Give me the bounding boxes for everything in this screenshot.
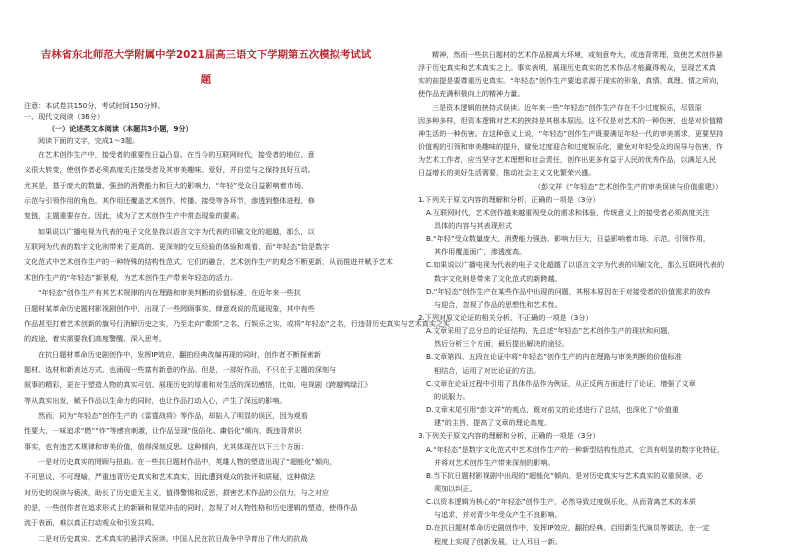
passage-line: 然后分析三个方面，最后提出解决的途径。 [434,339,569,349]
passage-line: 作品甚至打着艺术创新的旗号行消解历史之实，乃至走向“歌颂”之名、行娱乐之实，或将“年轻态”之名，行违背历史真实与艺术真实之实 [24,318,451,328]
reading-instruction: 阅读下面的文字，完成1～3题。 [38,136,140,145]
passage-line: 须加以纠正。 [434,483,477,493]
passage-line: 浮于历史真实和艺术真实之上。事实表明，展现历史真实的艺术作品才能赢得观众，呈现艺术真 [418,63,716,73]
passage-line: 性要大，一味追求“燃”“炸”等感官刺激，让作品呈现“低俗化、庸俗化”倾向，既违背常识 [24,426,302,436]
passage-line: 叙事的精彩，更在于塑造人物的真实可信、展现历史的厚重和对生活的深切感悟，比如，电视剧《跨越鸭绿江》 [24,380,372,390]
right-column [414,0,786,560]
passage-line: 日益增长的美好生活需要，推动社会主义文化繁荣兴盛。 [418,168,596,178]
passage-line: B.文章第四、五段在论证中将“年轻态”创作生产的内在理路与审美判断的价值标准 [426,352,682,362]
passage-line: 程度上实现了创新发展，让人耳目一新。 [434,536,562,546]
passage-line: 其作用覆盖面广，渗透度高。 [434,247,527,257]
passage-line: 使作品充满积极向上的精神力量。 [418,89,525,99]
exam-title-line2: 题 [200,74,212,86]
passage-line: 的歧途，着实需要我们高度警醒、深入思考。 [24,334,166,344]
exam-notice: 注意：本试卷共150分，考试时间150分钟。 [24,101,165,110]
section-heading: 一、现代文阅读（36分） [24,112,104,121]
passage-line: 对历史的误读与亵渎，助长了历史虚无主义，值得警惕和反思，损害艺术作品的公信力，与之对应 [24,487,330,497]
passage-line: 2.下列对原文论证的相关分析，不正确的一项是（3分） [418,313,593,322]
passage-line: 并将对艺术创作生产带来深刻的影响。 [434,457,555,467]
passage-line: 为艺术工作者，应当坚守艺术理想和社会责任，创作出更多有益于人民的优秀作品，以满足人民 [418,155,716,165]
passage-line: C.如果说以广播电视为代表的电子文化超越了以语言文字为代表的印刷文化，那么互联网代表的 [426,260,725,270]
passage-line: 等从真实出发，赋予作品以生命力的同时，也让作品打动人心，产生了深远的影响。 [24,395,287,405]
exam-title-line1: 吉林省东北师范大学附属中学2021届高三语文下学期第五次模拟考试试 [40,49,372,61]
passage-line: B.当下抗日题材影视剧中出现的“超能化”倾向，是对历史真实与艺术真实的双重误读，必 [426,470,703,480]
passage-line: 题材、选材和新表达方式，也涌现一些富有新意的作品。但是，一部好作品，不只在于主题的深刻与 [24,364,337,374]
passage-line: 义很大转变，使创作者必须高度关注接受者及其审美趣味、爱好，并自觉与之保持良好互动。 [24,165,315,175]
passage-line: A.互联网时代，艺术创作越来越重视受众的需求和体验，传统意义上的接受者必须高度关注 [426,207,710,217]
passage-line: 1.下列关于原文内容的理解和分析，正确的一项是（3分） [418,194,600,204]
passage-line: A.文章采用了总分总的论证结构，先总述“年轻态”艺术创作生产的现状和问题， [426,326,675,336]
passage-line: 相结合，运用了对比论证的方法。 [434,365,541,375]
passage-line: 术创作生产的“年轻态”新景观，为艺术创作生产带来年轻态的活力。 [24,272,238,282]
passage-line: 文化范式中艺术创作生产的一种特殊的结构性范式，它们的融合，艺术创作生产的观念不断更新，从而推进并赋予艺术 [24,257,393,267]
passage-line: 尤其是，基于庞大的数量，强劲的消费能力和巨大的影响力，“年轻”受众日益影响着市场、 [24,180,309,190]
passage-line: “年轻态”创作生产有其艺术规律的内在理路和审美判断的价值标准，在近年来一些抗 [38,288,301,298]
passage-line: 不可思议，不可理喻，严重违背历史真实和艺术真实，因此遭到观众的批评和质疑，这种做法 [24,472,315,482]
passage-line: 一是对历史真实的罔顾与扭曲。在一些抗日题材作品中，英雄人物的塑造出现了“超能化”倾向， [38,457,337,466]
passage-line: 精神，然而一些抗日题材的艺术作品脱离大环境，或刻意夸大，或违背常理，致使艺术创作悬 [432,50,723,59]
passage-line: 然而，同为“年轻态”创作生产的《雷霆战将》等作品，却陷入了明显的误区，因为观看 [38,410,308,420]
passage-line: D.在抗日题材革命历史剧创作中，发挥IP效应，翻拍经典、启用新生代演员等做法，在一定 [426,523,710,533]
passage-line: 建”的主旨，提高了文章的理论高度。 [434,418,552,428]
passage-line: 因多种多样，但资本逻辑对艺术的挟持是其根本原因。这不仅是对艺术的一种伤害，也是对价值精 [418,115,724,125]
subsection-heading: （一）论述类文本阅读（本题共3小题，9分） [48,124,193,133]
passage-line: （彭文祥《“年轻态”艺术创作生产的审美误读与价值重建》） [534,181,723,191]
passage-line: 神生活的一种伤害。在这种意义上说，“年轻态”创作生产既要满足年轻一代的审美需求，更要坚持 [418,128,724,138]
passage-line: 的是，一些创作者在追求形式上的新颖和视觉冲击的同时，忽视了对人物性格和历史逻辑的塑造，使得作品 [24,503,358,513]
passage-line: 流于表面，难以真正打动观众和引发共鸣。 [24,518,159,528]
passage-line: 具体的内容与其表现形式 [434,220,513,230]
passage-line: 日题材某革命历史题材影视剧创作中，出现了一些罔顾事实、肆意戏说的荒诞现象，其中有些 [24,303,315,313]
passage-line: 与迎合，忽视了作品的思想性和艺术性。 [434,299,562,309]
passage-line: 数字文化则是带来了文化范式的新跨越。 [434,273,562,283]
passage-line: 二是对历史真实、艺术真实的悬浮式误读。中国人民在抗日战争中孕育出了伟大的抗战 [38,533,308,543]
passage-line: C.以资本逻辑为核心的“年轻态”创作生产，必然导致过度娱乐化，从而背离艺术的本质 [426,497,696,507]
passage-line: 在艺术创作生产中，接受者的重要性日益凸显。在当今的互联网时代，接受者的地位、意 [38,150,315,159]
passage-line: 复链，主题重要存在。因此，成为了艺术创作生产中常态现象的要素。 [24,211,244,221]
passage-line: 价值观的引领和审美趣味的提升，避免过度迎合和过度娱乐化，避免对年轻受众的误导与伤害，作 [418,142,724,152]
passage-line: B.“年轻”受众数量庞大、消费能力强劲、影响力巨大，日益影响着市场、示范、引领作用， [426,234,711,244]
passage-line: A.“年轻态”是数字文化范式中艺术创作生产的一种新型结构性范式，它具有明显的数字化特征， [426,444,725,454]
passage-line: 事实，也有违艺术规律和审美价值，值得深刻反思。这种倾向，尤其体现在以下三个方面： [24,441,308,451]
passage-line: 3.下列关于原文内容的理解和分析，正确的一项是（3分） [418,431,600,441]
passage-line: 互联网为代表的数字文化则带来了更高的、更深刻的交互经验的体验和观看，而“年轻态”恰是数字 [24,242,330,252]
passage-line: 的说服力。 [434,391,470,401]
passage-line: 示范与引领作用的角色，其作用还覆盖艺术创作、传播、接受等各环节，渗透到整体进程，修 [24,196,315,206]
passage-line: C.文章在论证过程中引用了具体作品作为例证，从正反两方面进行了论证，增强了文章 [426,378,696,388]
passage-line: D.文章末尾引用“彭文祥”的观点，既对前文的论述进行了总结，也深化了“价值重 [426,405,679,415]
passage-line: 与追求，并对青少年受众产生不良影响。 [434,510,562,520]
passage-line: 如果说以广播电视为代表的电子文化是我以语言文字为代表的印刷文化的超越，那么，以 [38,226,315,236]
passage-line: 实的前提是要尊重历史真实。“年轻态”创作生产要追求源于现实的形象，真情、真理、情之所向， [418,76,724,86]
passage-line: 三是资本逻辑的挟持式误读。近年来一些“年轻态”创作生产存在不少过度娱乐，尽管原 [432,102,702,112]
passage-line: D.“年轻态”创作生产在某些作品中出现的问题，其根本原因在于对接受者的价值需求的放弃 [426,286,711,296]
passage-line: 在抗日题材革命历史剧创作中，发挥IP效应，翻拍经典改编再现的同时，创作者不断探索新 [38,349,322,359]
